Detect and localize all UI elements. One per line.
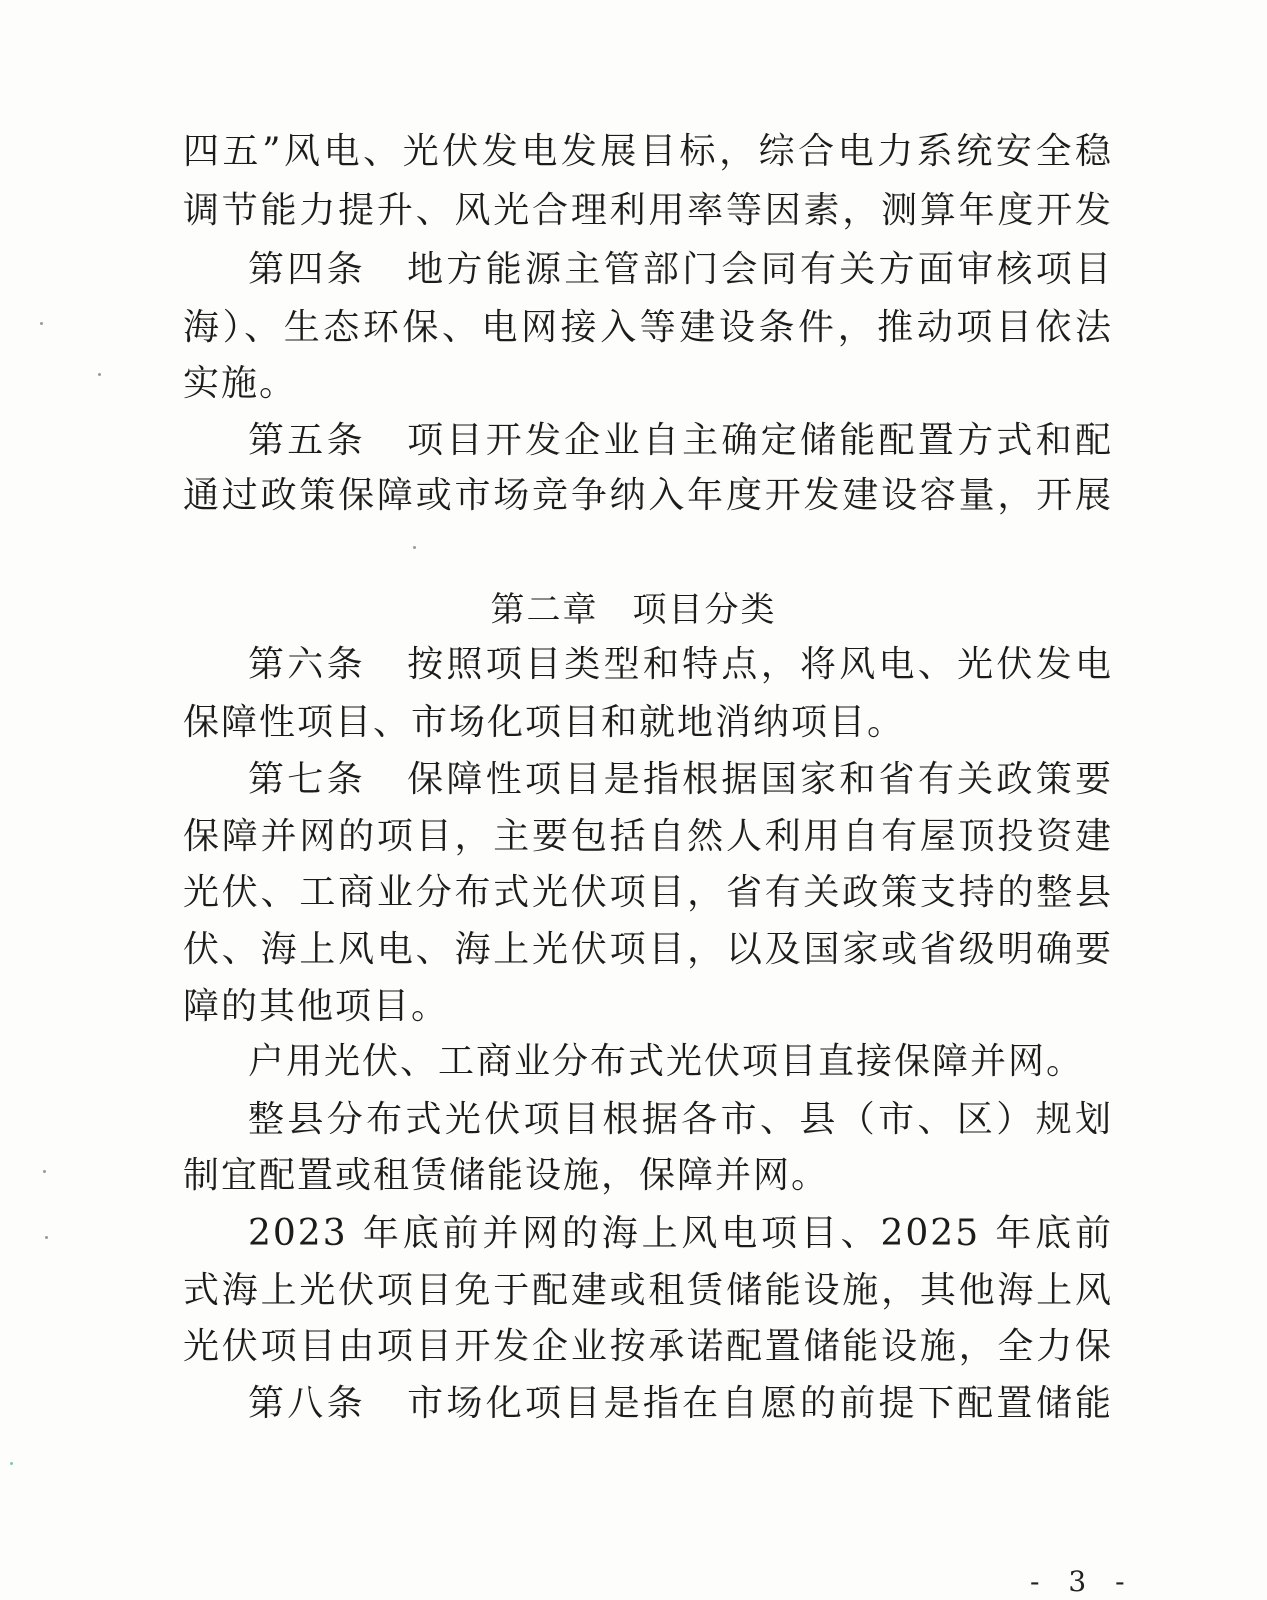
paragraph-line: 光伏项目由项目开发企业按承诺配置储能设施，全力保 [183,1326,1113,1367]
paragraph-line: 通过政策保障或市场竞争纳入年度开发建设容量，开展 [183,475,1113,516]
article-label: 第七条 [248,759,366,800]
chapter-number: 第二章 [490,590,599,630]
paragraph-line: 调节能力提升、风光合理利用率等因素，测算年度开发 [183,190,1113,231]
article-7-line [248,758,1113,802]
page-number: - 3 - [1030,1565,1135,1598]
paragraph-line: 保障并网的项目，主要包括自然人利用自有屋顶投资建 [183,816,1113,857]
article-5-line [248,419,1113,463]
article-text: 地方能源主管部门会同有关方面审核项目 [405,249,1113,290]
paragraph-line: 海）、生态环保、电网接入等建设条件，推动项目依法 [183,307,1113,348]
scan-speck [45,1236,48,1239]
article-label: 第八条 [248,1383,366,1424]
article-4-line [248,248,1113,292]
paragraph-line: 实施。 [183,363,298,404]
scan-speck [43,1170,46,1173]
article-text: 保障性项目是指根据国家和省有关政策要 [405,759,1113,800]
paragraph-line: 保障性项目、市场化项目和就地消纳项目。 [183,702,906,743]
article-label: 第六条 [248,644,366,685]
paragraph-line: 2023 年底前并网的海上风电项目、2025 年底前 [248,1213,1113,1254]
article-text: 市场化项目是指在自愿的前提下配置储能 [405,1383,1113,1424]
paragraph-line: 光伏、工商业分布式光伏项目，省有关政策支持的整县 [183,872,1113,913]
scan-speck [40,322,43,325]
paragraph-line: 式海上光伏项目免于配建或租赁储能设施，其他海上风 [183,1270,1113,1311]
scan-speck [413,546,416,549]
article-text: 按照项目类型和特点，将风电、光伏发电 [405,644,1113,685]
paragraph-line: 障的其他项目。 [183,986,450,1027]
article-label: 第五条 [248,420,366,461]
paragraph-line: 整县分布式光伏项目根据各市、县（市、区）规划 [248,1099,1113,1140]
article-label: 第四条 [248,249,366,290]
scan-speck [10,1462,13,1465]
paragraph-line: 伏、海上风电、海上光伏项目，以及国家或省级明确要 [183,929,1113,970]
scan-speck [98,373,101,376]
article-8-line [248,1382,1113,1426]
paragraph-line: 四五”风电、光伏发电发展目标，综合电力系统安全稳 [183,131,1113,172]
chapter-title: 项目分类 [632,590,777,630]
article-text: 项目开发企业自主确定储能配置方式和配 [405,420,1113,461]
article-6-line [248,643,1113,687]
paragraph-line: 制宜配置或租赁储能设施，保障并网。 [183,1155,830,1196]
paragraph-line: 户用光伏、工商业分布式光伏项目直接保障并网。 [248,1041,1085,1082]
chapter-heading [0,588,1267,632]
